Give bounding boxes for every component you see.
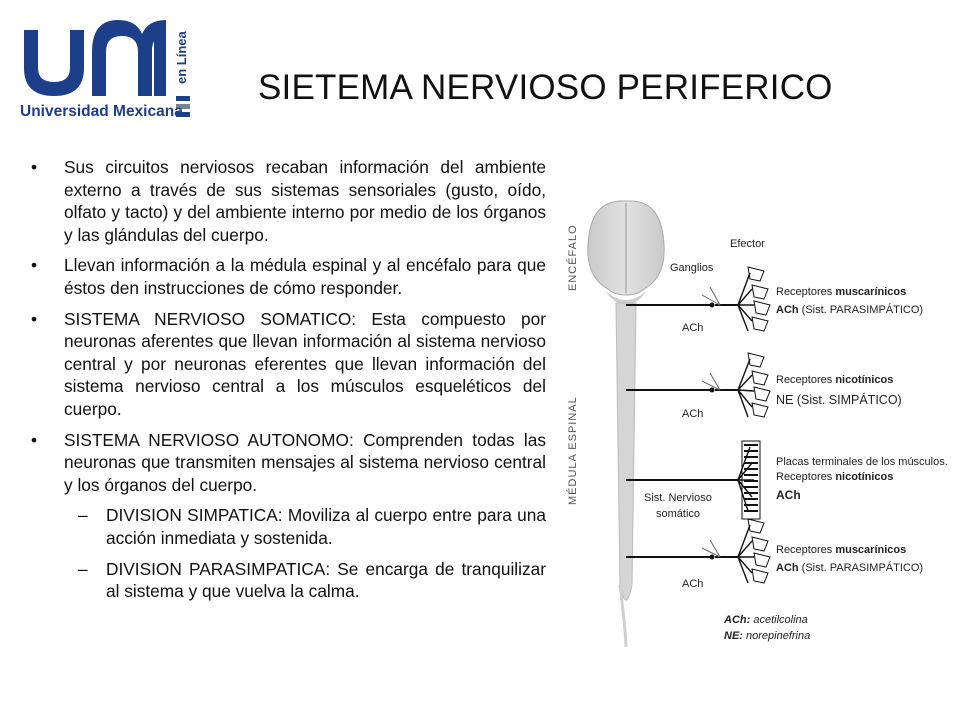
logo-sub-text: en Línea: [174, 31, 189, 84]
svg-text:ACh: ACh: [776, 488, 801, 502]
dash-icon: –: [78, 505, 88, 526]
bullet-item: • Llevan información a la médula espinal y al encéfalo para que éstos den instrucciones de cómo responder.: [31, 255, 546, 298]
pathway-row-2: [626, 353, 902, 420]
svg-text:ACh: ACh: [682, 322, 704, 334]
svg-text:ACh: ACh: [682, 408, 704, 420]
legend-ach: ACh: acetilcolina: [724, 614, 808, 626]
spinal-cord-icon: [616, 303, 636, 600]
svg-text:ACh (Sist. PARASIMPÁTICO): ACh (Sist. PARASIMPÁTICO): [776, 304, 924, 316]
bullet-item: • Sus circuitos nerviosos recaban información del ambiente externo a través de sus sistemas sensoriales (gusto, oído, olfato y tacto) y del ambiente interno por medio de los órganos y las glándulas del cuerpo.: [31, 157, 546, 245]
svg-text:Receptores nicotínicos: Receptores nicotínicos: [776, 374, 894, 386]
logo-institution-name: Universidad Mexicana: [20, 103, 183, 120]
bullet-item: • SISTEMA NERVIOSO SOMATICO: Esta compuesto por neuronas aferentes que llevan información al sistema nervioso central y por neuronas eferentes que llevan información del sistema nervioso central a los músculos esqueléticos del cuerpo.: [31, 308, 546, 419]
encefalo-label: ENCÉFALO: [567, 224, 579, 291]
dash-icon: –: [78, 558, 88, 579]
svg-text:Receptores nicotínicos: Receptores nicotínicos: [776, 471, 894, 483]
sub-bullet-item: – DIVISION SIMPATICA: Moviliza al cuerpo entre para una acción inmediata y sostenida.: [78, 505, 546, 548]
svg-text:Receptores muscarínicos: Receptores muscarínicos: [776, 544, 907, 556]
pathway-row-3: [626, 441, 948, 520]
svg-text:Sist. Nervioso: Sist. Nervioso: [644, 492, 712, 504]
bullet-dot-icon: •: [31, 308, 38, 329]
svg-text:Placas terminales de los múscu: Placas terminales de los músculos.: [776, 456, 948, 468]
bullet-dot-icon: •: [31, 429, 38, 450]
university-logo: [18, 8, 198, 123]
page-title: SIETEMA NERVIOSO PERIFERICO: [258, 68, 833, 107]
legend-ne: NE: norepinefrina: [724, 630, 811, 642]
svg-text:NE (Sist. SIMPÁTICO): NE (Sist. SIMPÁTICO): [776, 393, 902, 407]
bullet-dot-icon: •: [31, 255, 38, 276]
bullet-dot-icon: •: [31, 157, 38, 177]
svg-text:ACh (Sist. PARASIMPÁTICO): ACh (Sist. PARASIMPÁTICO): [776, 562, 924, 574]
svg-text:Receptores muscarínicos: Receptores muscarínicos: [776, 286, 907, 298]
medula-label: MÉDULA ESPINAL: [567, 396, 579, 505]
bullet-item: • SISTEMA NERVIOSO AUTONOMO: Comprenden todas las neuronas que transmiten mensajes al sistema nervioso central y los órganos del cuerpo.: [31, 429, 546, 495]
slide-content: [28, 156, 546, 611]
efector-label: Efector: [730, 238, 765, 250]
svg-text:ACh: ACh: [682, 578, 704, 590]
svg-text:somático: somático: [656, 508, 701, 520]
um-logo-icon: [18, 8, 198, 123]
sub-bullet-item: – DIVISION PARASIMPATICA: Se encarga de tranquilizar al sistema y que vuelva la calma.: [78, 558, 546, 602]
pathway-row-4: [626, 519, 923, 590]
pathway-row-1: [626, 267, 923, 334]
nervous-system-diagram: [560, 185, 960, 655]
ganglios-label: Ganglios: [670, 262, 714, 274]
